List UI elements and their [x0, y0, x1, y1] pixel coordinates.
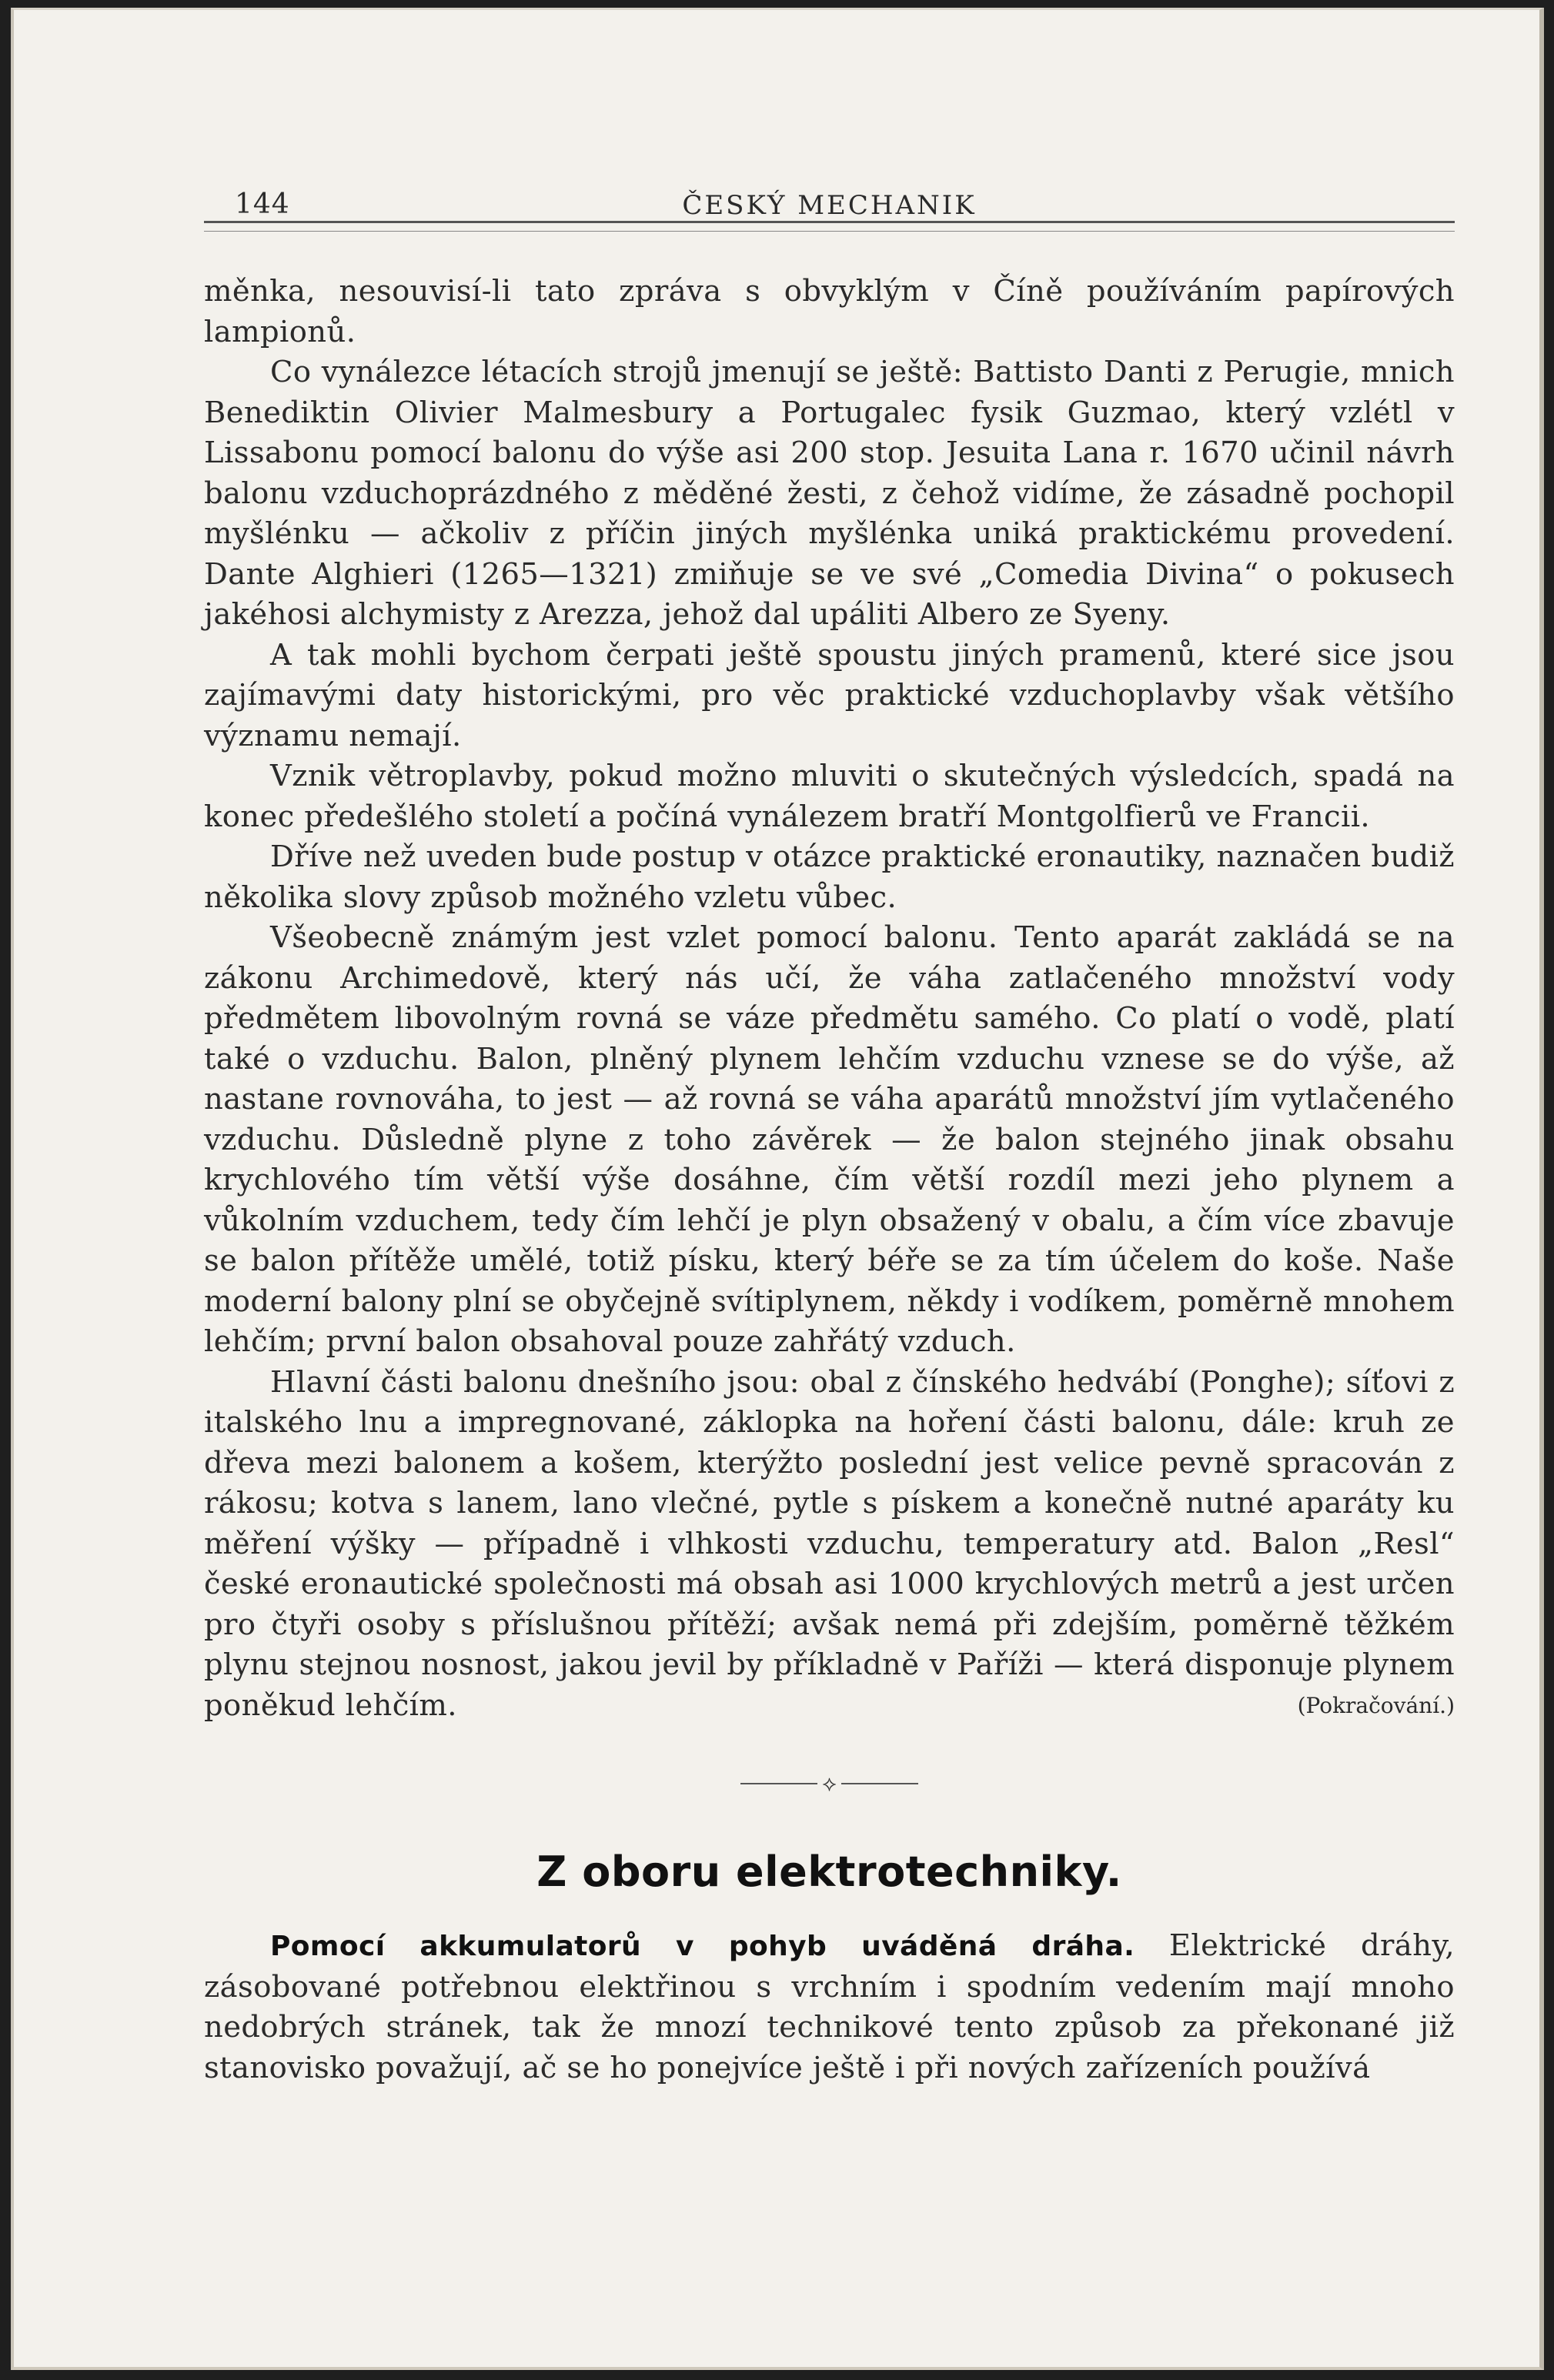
section-paragraph: [204, 1926, 1455, 2088]
last-paragraph-wrap: [204, 1363, 1455, 1727]
article-body: [204, 272, 1455, 1726]
running-header: [204, 164, 1455, 221]
separator-ornament-icon: ⟡: [822, 1771, 837, 1796]
paragraph: měnka, nesouvisí-li tato zpráva s obvyklým v Číně používáním papírových lampionů.: [204, 274, 1455, 349]
paragraph: Dříve než uveden bude postup v otázce praktické eronautiky, naznačen budiž několika slovy způsob možného vzletu vůbec.: [204, 840, 1455, 915]
paragraph: A tak mohli bychom čerpati ještě spoustu jiných pramenů, které sice jsou zajímavými daty historickými, pro věc praktické vzduchoplavby však většího významu nemají.: [204, 637, 1455, 753]
run-in-title: Pomocí akkumulatorů v pohyb uváděná dráha.: [270, 1931, 1135, 1962]
page-number: 144: [235, 189, 290, 220]
running-title: ČESKÝ MECHANIK: [682, 190, 977, 221]
page-sheet: [11, 8, 1544, 2370]
section-body: [204, 1926, 1455, 2088]
paragraph: Všeobecně známým jest vzlet pomocí balonu. Tento aparát zakládá se na zákonu Archimedově, který nás učí, že váha zatlačeného množství vody předmětem libovolným rovná se váze předmětu samého. Co platí o vodě, platí také o vzduchu. Balon, plněný plynem lehčím vzduchu vznese se do výše, až nastane rovnováha, to jest — až rovná se váha aparátů množství jím vytlačeného vzduchu. Důsledně plyne z toho závěrek — že balon stejného jinak obsahu krychlového tím větší výše dosáhne, čím větší rozdíl mezi jeho plynem a vůkolním vzduchem, tedy čím lehčí je plyn obsažený v obalu, a čím více zbavuje se balon přítěže umělé, totiž písku, který béře se za tím účelem do koše. Naše moderní balony plní se obyčejně svítiplynem, někdy i vodíkem, poměrně mnohem lehčím; první balon obsahoval pouze zahřátý vzduch.: [204, 920, 1455, 1359]
text-column: [204, 164, 1455, 2088]
separator-line-left: [740, 1783, 817, 1784]
paragraph: Co vynálezce létacích strojů jmenují se ještě: Battisto Danti z Perugie, mnich Benediktin Olivier Malmesbury a Portugalec fysik Guzmao, který vzlétl v Lissabonu pomocí balonu do výše asi 200 stop. Jesuita Lana r. 1670 učinil návrh balonu vzduchoprázdného z měděné žesti, z čehož vidíme, že zásadně pochopil myšlénku — ačkoliv z příčin jiných myšlénka uniká praktickému provedení. Dante Alghieri (1265—1321) zmiňuje se ve své „Comedia Divina“ o pokusech jakéhosi alchymisty z Arezza, jehož dal upáliti Albero ze Syeny.: [204, 355, 1455, 632]
continuation-note: (Pokračování.): [1297, 1693, 1455, 1718]
separator-line-right: [841, 1783, 918, 1784]
paragraph: Vznik větroplavby, pokud možno mluviti o skutečných výsledcích, spadá na konec předešlého století a počíná vynálezem bratří Montgolfierů ve Francii.: [204, 759, 1455, 834]
paragraph: Hlavní části balonu dnešního jsou: obal z čínského hedvábí (Ponghe); síťovi z italského lnu a impregnované, záklopka na hoření části balonu, dále: kruh ze dřeva mezi balonem a košem, kterýžto poslední jest velice pevně spracován z rákosu; kotva s lanem, lano vlečné, pytle s pískem a konečně nutné aparáty ku měření výšky — případně i vlhkosti vzduchu, temperatury atd. Balon „Resl“ české eronautické společnosti má obsah asi 1000 krychlových metrů a jest určen pro čtyři osoby s příslušnou přítěží; avšak nemá při zdejším, poměrně těžkém plynu stejnou nosnost, jakou jevil by příkladně v Paříži — která disponuje plynem poněkud lehčím.: [204, 1364, 1455, 1723]
section-heading: Z oboru elektrotechniky.: [536, 1848, 1122, 1896]
section-separator: [204, 1726, 1455, 1841]
section-text: Elektrické dráhy, zásobované potřebnou elektřinou s vrchním i spodním vedením mají mnoho nedobrých stránek, tak že mnozí technikové tento způsob za překonané již stanovisko považují, ač se ho ponejvíce ještě i při nových zařízeních používá: [204, 1928, 1455, 2085]
header-rule: [204, 221, 1455, 232]
